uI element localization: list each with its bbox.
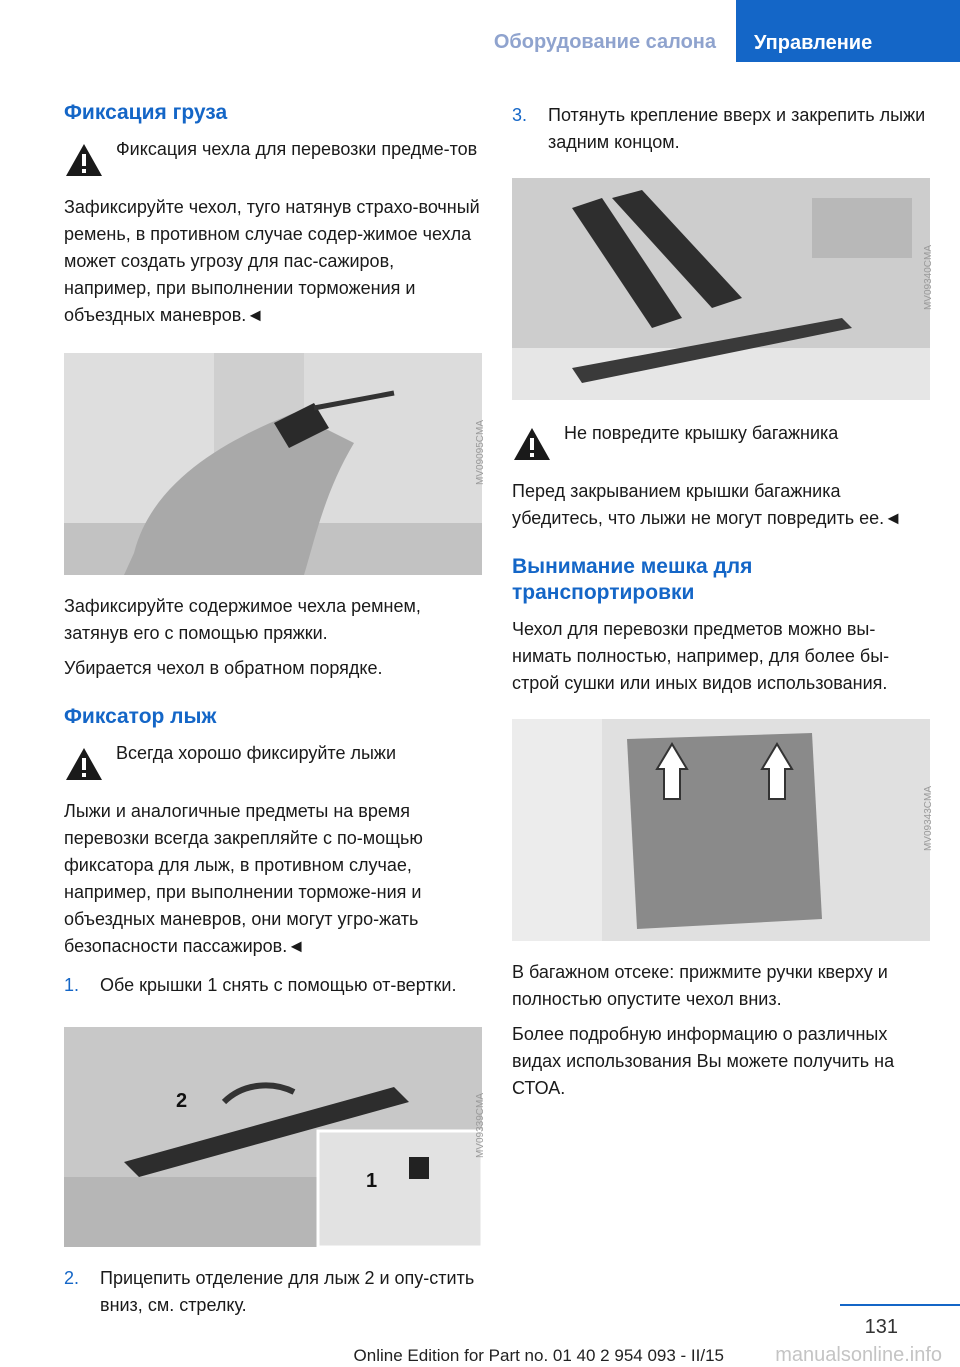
callout-label: 1	[366, 1170, 378, 1192]
photo-ski-fixed	[512, 178, 934, 400]
photo-bag-strap	[64, 353, 486, 575]
warning-block	[64, 740, 484, 798]
heading-cargo-fixing: Фиксация груза	[64, 101, 228, 124]
paragraph: Чехол для перевозки предметов можно вы-нимать полностью, например, для более бы-строй сушки или иных видов использования.	[512, 619, 890, 693]
step-number: 1.	[64, 975, 80, 995]
paragraph: Убирается чехол в обратном порядке.	[64, 658, 383, 678]
left-column	[64, 100, 484, 1327]
heading-bag-removal: Вынимание мешка для транспортировки	[512, 555, 753, 604]
warning-block	[512, 420, 932, 478]
page-number: 131	[864, 1316, 898, 1338]
paragraph: Более подробную информацию о различных видах использования Вы можете получить на СТОА.	[512, 1024, 895, 1098]
page-footer	[0, 1300, 960, 1366]
chapter-tab: Управление	[736, 0, 960, 62]
panel-illustration	[512, 719, 930, 941]
right-column	[512, 100, 932, 1110]
photo-bag-panel	[512, 719, 934, 941]
section-title: Оборудование салона	[493, 31, 716, 53]
photo-ski-holder	[64, 1027, 486, 1247]
page-header	[0, 0, 960, 62]
image-code: MV09339CMA	[475, 1093, 486, 1159]
step-item	[512, 102, 932, 156]
trunk-ski-illustration	[512, 178, 930, 400]
warning-title: Фиксация чехла для перевозки предме-тов	[116, 139, 478, 159]
image-code: MV09343CMA	[923, 785, 934, 851]
image-code: MV09340CMA	[923, 244, 934, 310]
warning-icon	[64, 746, 104, 782]
paragraph: Зафиксируйте содержимое чехла ремнем, затянув его с помощью пряжки.	[64, 596, 421, 643]
step-item	[64, 972, 484, 999]
warning-block	[64, 136, 484, 194]
warning-body: Перед закрыванием крышки багажника убедитесь, что лыжи не могут повредить ее.◄	[512, 481, 902, 528]
step-number: 3.	[512, 105, 528, 125]
warning-icon	[64, 142, 104, 178]
warning-icon	[512, 426, 552, 462]
paragraph: В багажном отсеке: прижмите ручки кверху и полностью опустите чехол вниз.	[512, 962, 888, 1009]
seat-illustration	[64, 353, 482, 575]
step-text: Прицепить отделение для лыж 2 и опу-стить вниз, см. стрелку.	[100, 1268, 475, 1315]
warning-body: Лыжи и аналогичные предметы на время перевозки всегда закрепляйте с по-мощью фиксатора для лыж, в противном случае, например, при выполнении торможе-ния и объездных маневров, они могут угро-жать безопасности пассажиров.◄	[64, 801, 423, 956]
trunk-illustration	[64, 1027, 482, 1247]
step-text: Обе крышки 1 снять с помощью от-вертки.	[100, 975, 457, 995]
watermark: manualsonline.info	[775, 1344, 942, 1366]
step-number: 2.	[64, 1268, 80, 1288]
warning-body: Зафиксируйте чехол, туго натянув страхо-вочный ремень, в противном случае содер-жимое чехла может создать угрозу для пас-сажиров, например, при выполнении торможения и объездных маневров.◄	[64, 197, 480, 325]
step-text: Потянуть крепление вверх и закрепить лыжи задним концом.	[548, 105, 926, 152]
warning-title: Всегда хорошо фиксируйте лыжи	[116, 743, 397, 763]
callout-label: 2	[176, 1090, 188, 1112]
warning-title: Не повредите крышку багажника	[564, 423, 839, 443]
image-code: MV09095CMA	[475, 419, 486, 485]
footer-rule	[840, 1304, 960, 1306]
edition-note: Online Edition for Part no. 01 40 2 954 093 - II/15	[353, 1346, 724, 1365]
heading-ski-holder: Фиксатор лыж	[64, 705, 217, 728]
